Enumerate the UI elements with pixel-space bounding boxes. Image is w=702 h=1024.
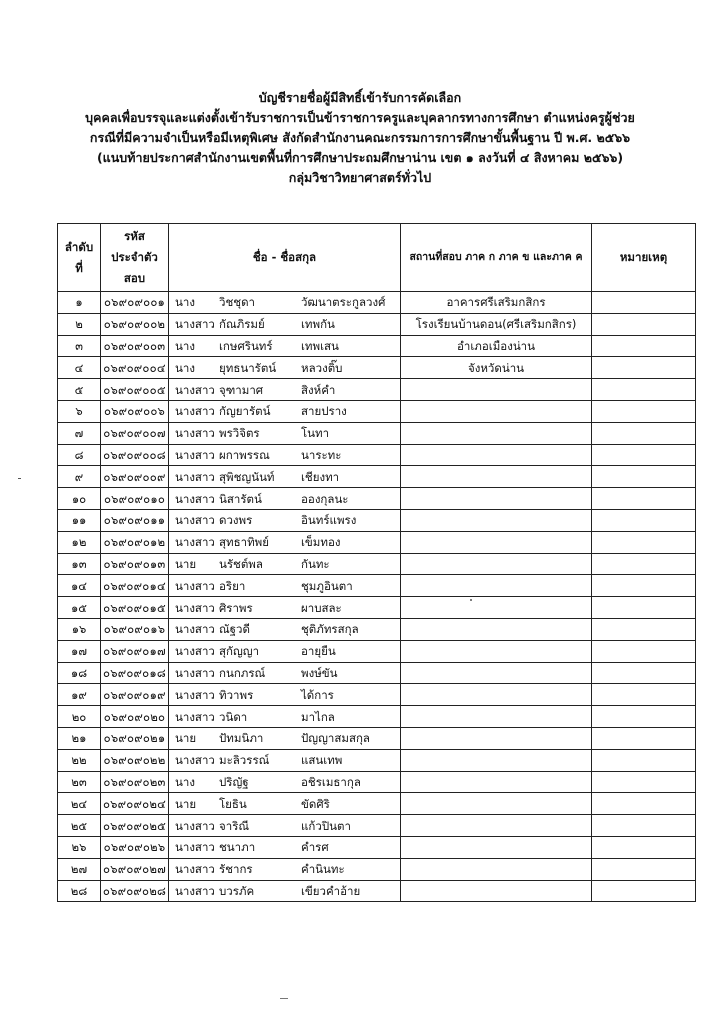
first-name: กัณภิรมย์ [219, 317, 265, 332]
candidate-table [57, 223, 696, 902]
last-name: นาระทะ [301, 447, 342, 462]
candidate-name [169, 575, 401, 597]
first-name: นรัชต์พล [219, 556, 263, 571]
exam-id: ๐๖๙๐๙๐๑๖ [101, 618, 169, 640]
first-name: ปริญัฐ [219, 774, 249, 789]
candidate-name [169, 706, 401, 728]
name-title: นางสาว [175, 513, 215, 528]
name-title: นาง [175, 338, 195, 353]
exam-location [401, 597, 592, 619]
last-name: ขัดศิริ [301, 796, 330, 811]
name-title: นางสาว [175, 883, 215, 898]
remark [592, 858, 696, 880]
remark [592, 684, 696, 706]
exam-id: ๐๖๙๐๙๐๒๐ [101, 706, 169, 728]
table-row [58, 531, 696, 553]
exam-location [401, 684, 592, 706]
table-row [58, 880, 696, 902]
table-row [58, 509, 696, 531]
exam-id: ๐๖๙๐๙๐๐๒ [101, 313, 169, 335]
table-row [58, 553, 696, 575]
exam-location [401, 858, 592, 880]
first-name: กัญยารัตน์ [219, 404, 271, 419]
exam-location [401, 640, 592, 662]
row-number: ๑ [58, 292, 101, 314]
exam-id: ๐๖๙๐๙๐๐๙ [101, 466, 169, 488]
row-number: ๒๒ [58, 749, 101, 771]
table-row [58, 335, 696, 357]
exam-location [401, 466, 592, 488]
remark [592, 749, 696, 771]
last-name: มาไกล [301, 709, 335, 724]
header-name: ชื่อ - ชื่อสกุล [169, 224, 401, 292]
last-name: ได้การ [301, 687, 334, 702]
remark [592, 379, 696, 401]
row-number: ๒๗ [58, 858, 101, 880]
name-title: นาง [175, 774, 195, 789]
table-header-row [58, 224, 696, 292]
candidate-name [169, 531, 401, 553]
table-row [58, 836, 696, 858]
candidate-name [169, 771, 401, 793]
last-name: ชุมภูอินตา [301, 578, 353, 593]
candidate-name [169, 444, 401, 466]
name-title: นางสาว [175, 709, 215, 724]
exam-id: ๐๖๙๐๙๐๐๑ [101, 292, 169, 314]
exam-location [401, 662, 592, 684]
table-row [58, 379, 696, 401]
name-title: นางสาว [175, 491, 215, 506]
name-title: นางสาว [175, 644, 215, 659]
remark [592, 597, 696, 619]
table-row [58, 771, 696, 793]
table-row [58, 597, 696, 619]
remark [592, 727, 696, 749]
remark [592, 553, 696, 575]
remark [592, 880, 696, 902]
table-row [58, 618, 696, 640]
exam-id: ๐๖๙๐๙๐๒๗ [101, 858, 169, 880]
exam-id: ๐๖๙๐๙๐๐๘ [101, 444, 169, 466]
name-title: นางสาว [175, 317, 215, 332]
exam-id: ๐๖๙๐๙๐๒๖ [101, 836, 169, 858]
remark [592, 793, 696, 815]
remark [592, 313, 696, 335]
candidate-name [169, 880, 401, 902]
first-name: กนกภรณ์ [219, 665, 266, 680]
name-title: นางสาว [175, 404, 215, 419]
row-number: ๔ [58, 357, 101, 379]
remark [592, 400, 696, 422]
name-title: นางสาว [175, 818, 215, 833]
exam-id: ๐๖๙๐๙๐๐๖ [101, 400, 169, 422]
last-name: แก้วปินตา [301, 818, 351, 833]
exam-location [401, 880, 592, 902]
last-name: กันทะ [301, 556, 330, 571]
first-name: นิสารัตน์ [219, 491, 262, 506]
exam-id: ๐๖๙๐๙๐๑๙ [101, 684, 169, 706]
first-name: ปัทมนิภา [219, 731, 264, 746]
name-title: นางสาว [175, 862, 215, 877]
first-name: โยธิน [219, 796, 247, 811]
first-name: ทิวาพร [219, 687, 254, 702]
last-name: สิงห์คำ [301, 382, 336, 397]
row-number: ๒๔ [58, 793, 101, 815]
table-row [58, 662, 696, 684]
first-name: ผกาพรรณ [219, 447, 270, 462]
last-name: หลวงติ๊บ [301, 360, 343, 375]
header-no-line1: ลำดับ [64, 239, 94, 254]
exam-id: ๐๖๙๐๙๐๐๕ [101, 379, 169, 401]
last-name: อินทร์แพรง [301, 513, 357, 528]
exam-location [401, 400, 592, 422]
remark [592, 422, 696, 444]
exam-id: ๐๖๙๐๙๐๑๕ [101, 597, 169, 619]
table-row [58, 357, 696, 379]
table-row [58, 400, 696, 422]
last-name: เทพเสน [301, 338, 339, 353]
last-name: คำนินทะ [301, 862, 345, 877]
table-row [58, 444, 696, 466]
row-number: ๖ [58, 400, 101, 422]
exam-location: อำเภอเมืองน่าน [401, 335, 592, 357]
remark [592, 444, 696, 466]
last-name: แสนเทพ [301, 753, 343, 768]
table-row [58, 749, 696, 771]
row-number: ๑๔ [58, 575, 101, 597]
name-title: นางสาว [175, 469, 215, 484]
last-name: อชิรเมธากุล [301, 774, 361, 789]
candidate-name [169, 509, 401, 531]
first-name: เกษศรินทร์ [219, 338, 273, 353]
header-subtitle-1: บุคคลเพื่อบรรจุและแต่งตั้งเข้ารับราชการเป็นข้าราชการครูและบุคลากรทางการศึกษา ตำแหน่งครูผู้ช่วย [85, 110, 635, 125]
first-name: ดวงพร [219, 513, 253, 528]
last-name: ผาบสละ [301, 600, 342, 615]
remark [592, 771, 696, 793]
candidate-name [169, 727, 401, 749]
remark [592, 662, 696, 684]
header-id-line2: ประจำตัว [111, 250, 158, 264]
exam-id: ๐๖๙๐๙๐๒๓ [101, 771, 169, 793]
candidate-name [169, 313, 401, 335]
last-name: อองกุลนะ [301, 491, 349, 506]
first-name: อริยา [219, 578, 246, 593]
last-name: เข็มทอง [301, 535, 341, 550]
footer-mark [280, 998, 288, 999]
first-name: จุฑามาศ [219, 382, 264, 397]
row-number: ๗ [58, 422, 101, 444]
candidate-name [169, 488, 401, 510]
exam-id: ๐๖๙๐๙๐๑๒ [101, 531, 169, 553]
header-location: สถานที่สอบ ภาค ก ภาค ข และภาค ค [401, 224, 592, 292]
name-title: นางสาว [175, 600, 215, 615]
remark [592, 466, 696, 488]
row-number: ๑๙ [58, 684, 101, 706]
table-row [58, 313, 696, 335]
first-name: สุทธาทิพย์ [219, 535, 269, 550]
name-title: นางสาว [175, 622, 215, 637]
exam-id: ๐๖๙๐๙๐๑๗ [101, 640, 169, 662]
row-number: ๑๐ [58, 488, 101, 510]
header-title: บัญชีรายชื่อผู้มีสิทธิ์เข้ารับการคัดเลือก [258, 90, 462, 105]
exam-id: ๐๖๙๐๙๐๐๔ [101, 357, 169, 379]
remark [592, 357, 696, 379]
exam-location [401, 815, 592, 837]
candidate-name [169, 640, 401, 662]
exam-id: ๐๖๙๐๙๐๑๓ [101, 553, 169, 575]
exam-location [401, 444, 592, 466]
exam-id: ๐๖๙๐๙๐๒๑ [101, 727, 169, 749]
row-number: ๒๑ [58, 727, 101, 749]
row-number: ๑๕ [58, 597, 101, 619]
candidate-name [169, 684, 401, 706]
candidate-name [169, 618, 401, 640]
remark [592, 836, 696, 858]
candidate-name [169, 815, 401, 837]
header-no [58, 224, 101, 292]
header-id-line1: รหัส [124, 229, 145, 243]
exam-id: ๐๖๙๐๙๐๑๔ [101, 575, 169, 597]
first-name: รัชากร [219, 862, 253, 877]
candidate-name [169, 379, 401, 401]
last-name: เทพกัน [301, 317, 335, 332]
table-row [58, 488, 696, 510]
exam-location [401, 509, 592, 531]
name-title: นาย [175, 556, 197, 571]
last-name: พงษ์ขัน [301, 665, 338, 680]
row-number: ๒๕ [58, 815, 101, 837]
row-number: ๑๓ [58, 553, 101, 575]
candidate-name [169, 422, 401, 444]
exam-id: ๐๖๙๐๙๐๐๓ [101, 335, 169, 357]
remark [592, 488, 696, 510]
first-name: พรวิจิตร [219, 426, 260, 441]
remark [592, 335, 696, 357]
first-name: ณัฐวดี [219, 622, 250, 637]
table-row [58, 292, 696, 314]
row-number: ๑๖ [58, 618, 101, 640]
remark [592, 531, 696, 553]
exam-id: ๐๖๙๐๙๐๒๕ [101, 815, 169, 837]
candidate-name [169, 292, 401, 314]
name-title: นาง [175, 360, 195, 375]
first-name: สุพิชญนันท์ [219, 469, 275, 484]
last-name: ชุติภัทรสกุล [301, 622, 359, 637]
first-name: สุกัญญา [219, 644, 260, 659]
name-title: นางสาว [175, 535, 215, 550]
exam-id: ๐๖๙๐๙๐๑๘ [101, 662, 169, 684]
exam-id: ๐๖๙๐๙๐๒๔ [101, 793, 169, 815]
exam-location [401, 379, 592, 401]
header-id-line3: สอบ [123, 271, 146, 285]
row-number: ๒๓ [58, 771, 101, 793]
exam-location [401, 749, 592, 771]
remark [592, 706, 696, 728]
exam-id: ๐๖๙๐๙๐๐๗ [101, 422, 169, 444]
exam-id: ๐๖๙๐๙๐๑๑ [101, 509, 169, 531]
margin-mark [18, 478, 21, 479]
last-name: ปัญญาสมสกุล [301, 731, 370, 746]
first-name: วิชชุดา [219, 295, 255, 310]
exam-location: โรงเรียนบ้านดอน(ศรีเสริมกสิกร) [401, 313, 592, 335]
remark [592, 815, 696, 837]
document-header [40, 88, 680, 188]
name-title: นางสาว [175, 578, 215, 593]
last-name: เขียวคำอ้าย [301, 883, 361, 898]
candidate-name [169, 597, 401, 619]
table-body [58, 292, 696, 902]
last-name: อายุยืน [301, 644, 336, 659]
table-row [58, 575, 696, 597]
header-remark: หมายเหตุ [592, 224, 696, 292]
exam-location [401, 488, 592, 510]
first-name: มะลิวรรณ์ [219, 753, 270, 768]
candidate-name [169, 836, 401, 858]
name-title: นาง [175, 295, 195, 310]
row-number: ๒ [58, 313, 101, 335]
table-row [58, 727, 696, 749]
name-title: นางสาว [175, 687, 215, 702]
remark [592, 575, 696, 597]
candidate-name [169, 749, 401, 771]
candidate-name [169, 357, 401, 379]
first-name: จาริณี [219, 818, 250, 833]
exam-location [401, 836, 592, 858]
exam-location [401, 793, 592, 815]
first-name: ศิราพร [219, 600, 253, 615]
exam-location [401, 422, 592, 444]
name-title: นางสาว [175, 382, 215, 397]
header-subtitle-2: กรณีที่มีความจำเป็นหรือมีเหตุพิเศษ สังกัดสำนักงานคณะกรรมการการศึกษาขั้นพื้นฐาน ปี พ.ศ. ๒๕๖๖ [89, 130, 631, 145]
header-exam-id [101, 224, 169, 292]
remark [592, 292, 696, 314]
table-row [58, 815, 696, 837]
row-number: ๒๖ [58, 836, 101, 858]
row-number: ๑๘ [58, 662, 101, 684]
exam-id: ๐๖๙๐๙๐๑๐ [101, 488, 169, 510]
remark [592, 509, 696, 531]
name-title: นาย [175, 731, 197, 746]
row-number: ๑๗ [58, 640, 101, 662]
row-number: ๑๒ [58, 531, 101, 553]
candidate-name [169, 400, 401, 422]
last-name: เชียงทา [301, 469, 340, 484]
row-number: ๙ [58, 466, 101, 488]
table-row [58, 793, 696, 815]
exam-location: อาคารศรีเสริมกสิกร [401, 292, 592, 314]
exam-location [401, 771, 592, 793]
row-number: ๒๐ [58, 706, 101, 728]
last-name: วัฒนาตระกูลวงศ์ [301, 295, 386, 310]
remark [592, 618, 696, 640]
row-number: ๒๘ [58, 880, 101, 902]
exam-location [401, 553, 592, 575]
name-title: นาย [175, 796, 197, 811]
stray-mark [470, 599, 472, 601]
remark [592, 640, 696, 662]
table-row [58, 858, 696, 880]
name-title: นางสาว [175, 840, 215, 855]
candidate-name [169, 335, 401, 357]
candidate-name [169, 553, 401, 575]
candidate-name [169, 466, 401, 488]
row-number: ๓ [58, 335, 101, 357]
name-title: นางสาว [175, 665, 215, 680]
name-title: นางสาว [175, 426, 215, 441]
candidate-name [169, 793, 401, 815]
exam-location [401, 618, 592, 640]
last-name: สายปราง [301, 404, 347, 419]
table-row [58, 422, 696, 444]
table-row [58, 466, 696, 488]
row-number: ๕ [58, 379, 101, 401]
table-row [58, 640, 696, 662]
first-name: ชนาภา [219, 840, 256, 855]
row-number: ๑๑ [58, 509, 101, 531]
header-subtitle-3: (แนบท้ายประกาศสำนักงานเขตพื้นที่การศึกษาประถมศึกษาน่าน เขต ๑ ลงวันที่ ๔ สิงหาคม ๒๕๖๖) [96, 150, 624, 165]
exam-location [401, 727, 592, 749]
candidate-name [169, 662, 401, 684]
exam-location [401, 575, 592, 597]
header-no-line2: ที่ [75, 260, 83, 275]
exam-id: ๐๖๙๐๙๐๒๘ [101, 880, 169, 902]
exam-id: ๐๖๙๐๙๐๒๒ [101, 749, 169, 771]
header-subject-group: กลุ่มวิชาวิทยาศาสตร์ทั่วไป [288, 170, 432, 185]
last-name: คำรศ [301, 840, 329, 855]
table-row [58, 684, 696, 706]
row-number: ๘ [58, 444, 101, 466]
table-row [58, 706, 696, 728]
name-title: นางสาว [175, 753, 215, 768]
name-title: นางสาว [175, 447, 215, 462]
last-name: โนทา [301, 426, 330, 441]
candidate-name [169, 858, 401, 880]
exam-location [401, 706, 592, 728]
first-name: ยุทธนารัตน์ [219, 360, 277, 375]
first-name: บวรภัค [219, 883, 255, 898]
first-name: วนิดา [219, 709, 248, 724]
exam-location [401, 531, 592, 553]
exam-location: จังหวัดน่าน [401, 357, 592, 379]
